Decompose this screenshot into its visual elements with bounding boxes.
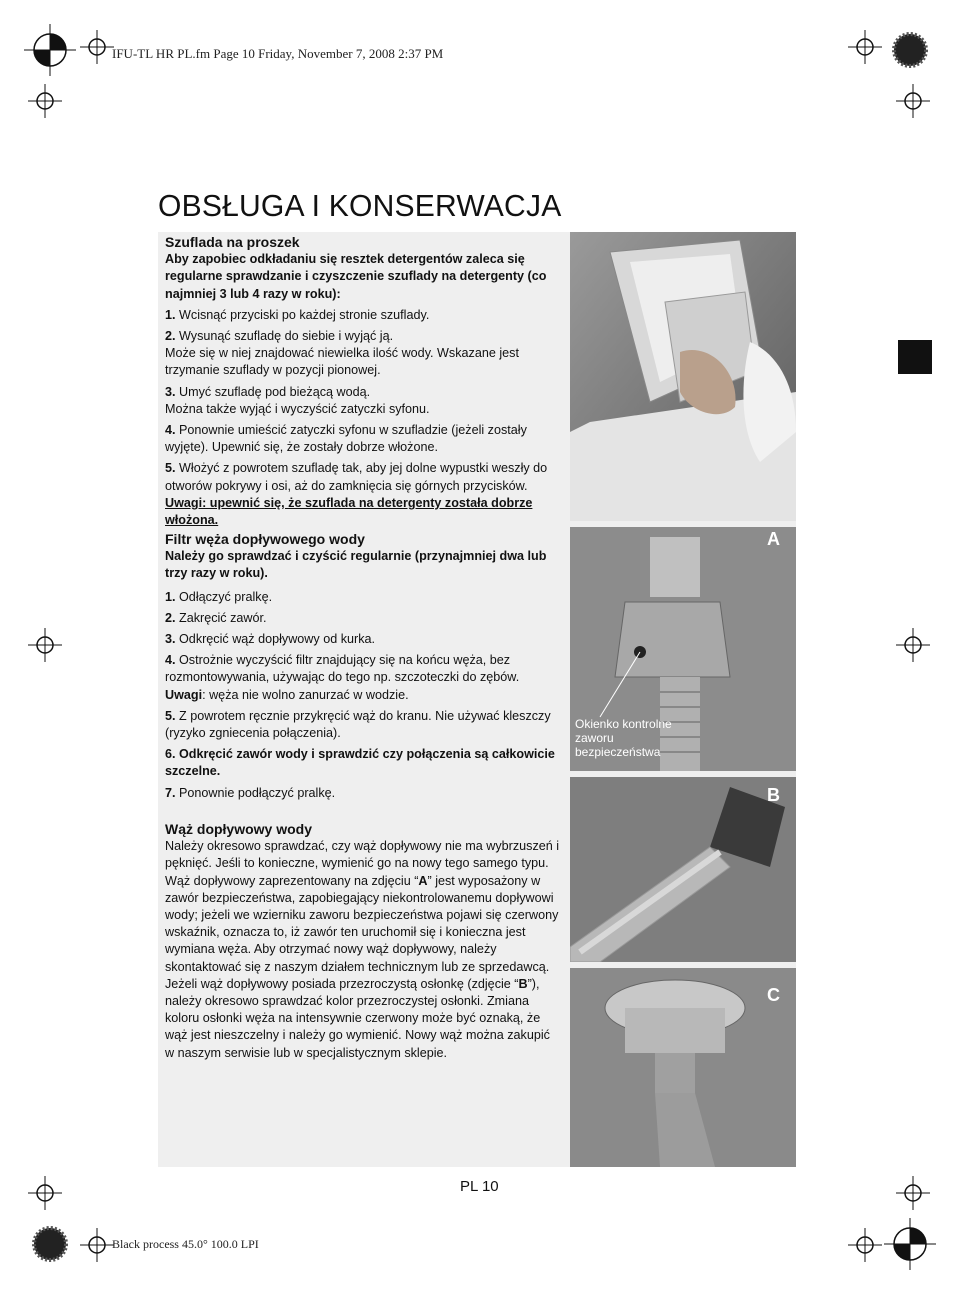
section-inlet-filter: [165, 531, 565, 802]
crosshair-mark-top-right: [848, 30, 882, 64]
crosshair-mark-top-left: [80, 30, 114, 64]
photo-transparent-hose: [570, 777, 796, 962]
list-item-note: Uwagi: węża nie wolno zanurzać w wodzie.: [165, 687, 409, 702]
photo-hose-connector: [570, 968, 796, 1167]
list-item: 1. Wcisnąć przyciski po każdej stronie szuflady.: [165, 307, 430, 322]
crosshair-mark-top-right-2: [896, 84, 930, 118]
print-header-line: IFU-TL HR PL.fm Page 10 Friday, November 7, 2008 2:37 PM: [112, 46, 444, 61]
photo-note-safety-window: Okienko kontrolne zaworu bezpieczeństwa: [575, 717, 672, 759]
crosshair-mark-left-middle: [28, 628, 62, 662]
page-title: OBSŁUGA I KONSERWACJA: [158, 188, 562, 223]
photo-detergent-drawer: [570, 232, 796, 521]
section-tab-marker: [898, 340, 932, 374]
list-item: 5. Włożyć z powrotem szufladę tak, aby jej dolne wypustki weszły do otworów pokrywy i osi, aż do zamknięcia się górnych przycisków.: [165, 461, 548, 493]
registration-mark-top-left: [20, 20, 80, 80]
list-item: 3. Odkręcić wąż dopływowy od kurka.: [165, 632, 375, 647]
list-item: 5. Z powrotem ręcznie przykręcić wąż do kranu. Nie używać kleszczy (ryzyko zgniecenia połączenia).: [165, 708, 551, 741]
list-item-note: Można także wyjąć i wyczyścić zatyczki syfonu.: [165, 401, 430, 416]
section-heading: Filtr węża dopływowego wody: [165, 531, 365, 547]
registration-mark-bottom-right: [880, 1214, 940, 1274]
crosshair-mark-bottom-right: [848, 1228, 882, 1262]
warning-note: Uwagi: upewnić się, że szuflada na detergenty została dobrze włożona.: [165, 495, 533, 528]
paragraph: Należy okresowo sprawdzać, czy wąż dopływowy nie ma wybrzuszeń i pęknięć. Jeśli to konieczne, wymienić go na nowy tego samego typu.: [165, 839, 560, 871]
registration-mark-bottom-left: [20, 1214, 80, 1274]
crosshair-mark-bottom-right-2: [896, 1176, 930, 1210]
list-item: 7. Ponownie podłączyć pralkę.: [165, 785, 336, 800]
list-item: 6. Odkręcić zawór wody i sprawdzić czy połączenia są całkowicie szczelne.: [165, 747, 555, 779]
list-item: 1. Odłączyć pralkę.: [165, 589, 273, 604]
crosshair-mark-bottom-left-2: [80, 1228, 114, 1262]
section-detergent-drawer: [165, 234, 565, 529]
photo-label-b: B: [767, 785, 780, 805]
section-heading: Szuflada na proszek: [165, 234, 300, 250]
photo-label-c: C: [767, 985, 780, 1005]
paragraph: Jeżeli wąż dopływowy posiada przezroczystą osłonkę (zdjęcie “B”), należy okresowo sprawdzać kolor przezroczystej osłonki. Zmiana koloru osłonki węża na intensywnie czerwony może być oznaką, że wąż jest nieszczelny i należy go wymienić. Nowy wąż można zakupić w naszym serwisie lub w specjalistycznym sklepie.: [165, 976, 550, 1060]
print-footer-line: Black process 45.0° 100.0 LPI: [112, 1237, 259, 1251]
paragraph: Wąż dopływowy zaprezentowany na zdjęciu “A” jest wyposażony w zawór bezpieczeństwa, zapobiegający niekontrolowanemu dopływowi wody; jeżeli we wzierniku zaworu bezpieczeństwa pojawi się czerwony wskaźnik, oznacza to, iż zawór ten uruchomił się i konieczna jest wymiana węża. Aby otrzymać nowy wąż dopływowy, należy skontaktować się z naszym działem technicznym lub ze sprzedawcą.: [165, 873, 559, 974]
section-intro: Aby zapobiec odkładaniu się resztek detergentów zaleca się regularne sprawdzanie i czyszczenie szuflady na detergenty (co najmniej 3 lub 4 razy w roku):: [165, 252, 547, 301]
list-item: 2. Wysunąć szufladę do siebie i wyjąć ją.: [165, 329, 394, 344]
crosshair-mark-bottom-left: [28, 1176, 62, 1210]
list-item: 2. Zakręcić zawór.: [165, 610, 267, 625]
section-heading: Wąż dopływowy wody: [165, 821, 313, 837]
page-number: PL 10: [460, 1178, 499, 1195]
list-item: 3. Umyć szufladę pod bieżącą wodą.: [165, 384, 371, 399]
section-intro: Należy go sprawdzać i czyścić regularnie (przynajmniej dwa lub trzy razy w roku).: [165, 549, 547, 581]
registration-mark-top-right: [880, 20, 940, 80]
section-inlet-hose: [165, 821, 560, 1062]
list-item: 4. Ponownie umieścić zatyczki syfonu w szufladzie (jeżeli zostały wyjęte). Upewnić się, że zostały dobrze włożone.: [165, 423, 527, 455]
crosshair-mark-top-left-2: [28, 84, 62, 118]
list-item-note: Może się w niej znajdować niewielka ilość wody. Wskazane jest trzymanie szuflady w pozycji pionowej.: [165, 346, 519, 378]
crosshair-mark-right-middle: [896, 628, 930, 662]
list-item: 4. Ostrożnie wyczyścić filtr znajdujący się na końcu węża, bez rozmontowywania, używając do tego np. szczoteczki do zębów.: [165, 653, 520, 685]
photo-label-a: A: [767, 529, 780, 549]
